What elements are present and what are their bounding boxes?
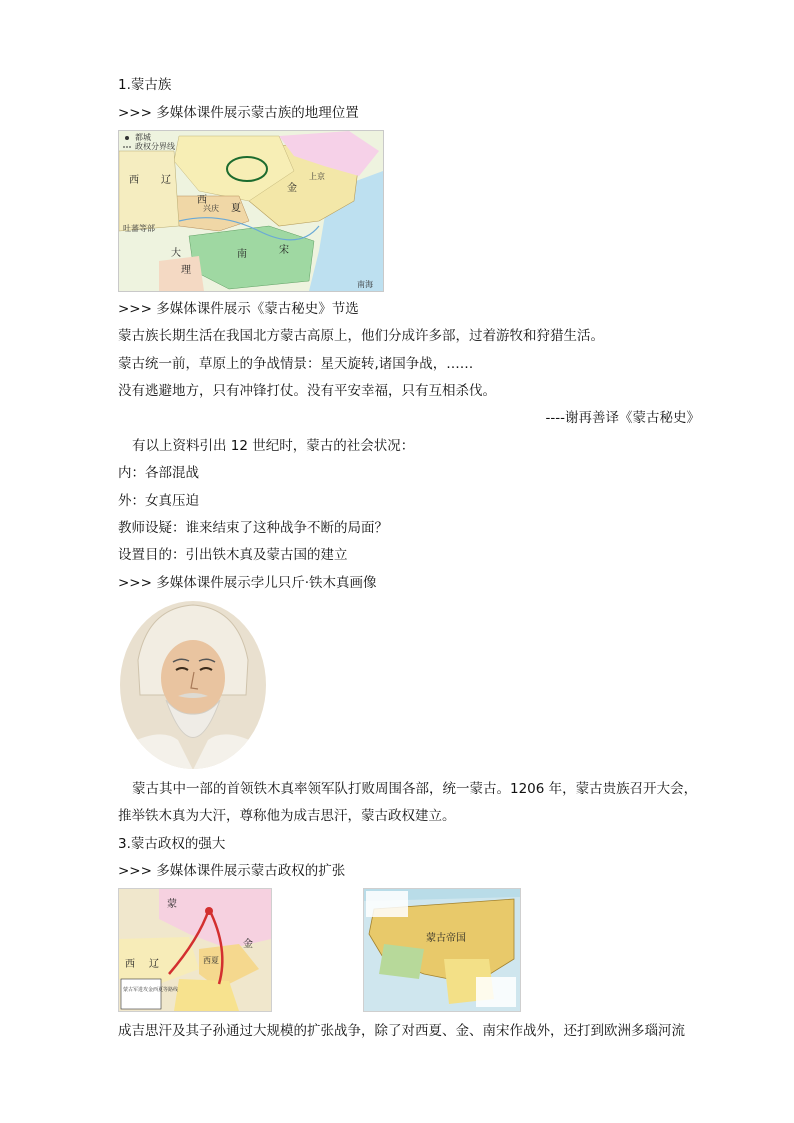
map2-label-meng: 蒙 [167, 899, 177, 910]
paragraph-war-scene: 蒙古统一前，草原上的争战情景：星天旋转,诸国争战，…… [118, 356, 474, 372]
map-mongol-empire-svg [364, 889, 520, 1011]
map-mongol-campaigns-svg [119, 889, 271, 1011]
map1-label-xixia-xia: 夏 [231, 203, 241, 214]
map3-label-empire: 蒙古帝国 [426, 933, 466, 944]
map1-label-jin: 金 [287, 183, 297, 194]
map1-legend-capital: 都城 [135, 133, 151, 142]
map-mongol-location [118, 130, 384, 292]
portrait-temujin [118, 600, 268, 770]
media-caption-location: >>> 多媒体课件展示蒙古族的地理位置 [118, 105, 359, 121]
map2-legend: 蒙古军进攻金西夏等路线 [123, 987, 179, 993]
paragraph-teacher-question: 教师设疑：谁来结束了这种战争不断的局面？ [118, 520, 388, 536]
citation-secret-history: ----谢再善译《蒙古秘史》 [545, 410, 700, 426]
map1-label-tubo: 吐蕃等部 [123, 224, 155, 233]
paragraph-external: 外：女真压迫 [118, 493, 199, 509]
map1-label-song-song: 宋 [279, 245, 289, 256]
map1-label-xixia-xi: 西 [197, 195, 207, 206]
map1-label-xi: 西 [129, 175, 139, 186]
section-title-mongol-power: 3.蒙古政权的强大 [118, 836, 226, 852]
map1-label-li: 理 [181, 265, 191, 276]
map2-label-jin: 金 [243, 939, 253, 950]
paragraph-no-peace: 没有逃避地方，只有冲锋打仗。没有平安幸福，只有互相杀伐。 [118, 383, 496, 399]
paragraph-expansion-wars: 成吉思汗及其子孙通过大规模的扩张战争，除了对西夏、金、南宋作战外，还打到欧洲多瑙河流 [118, 1023, 685, 1039]
map1-label-xingqing: 兴庆 [203, 204, 219, 213]
media-caption-portrait: >>> 多媒体课件展示孛儿只斤·铁木真画像 [118, 575, 377, 591]
map1-legend-border: 政权分界线 [135, 142, 175, 151]
paragraph-genghis-khan: 推举铁木真为大汗，尊称他为成吉思汗，蒙古政权建立。 [118, 808, 456, 824]
paragraph-purpose: 设置目的：引出铁木真及蒙古国的建立 [118, 547, 348, 563]
map1-label-shangjing: 上京 [309, 172, 325, 181]
portrait-temujin-svg [118, 600, 268, 770]
map-mongol-empire [363, 888, 521, 1012]
map1-label-song-nan: 南 [237, 249, 247, 260]
paragraph-12th-century: 有以上资料引出 12 世纪时，蒙古的社会状况： [132, 438, 415, 454]
paragraph-nomadic-life: 蒙古族长期生活在我国北方蒙古高原上，他们分成许多部，过着游牧和狩猎生活。 [118, 328, 604, 344]
map-mongol-campaigns [118, 888, 272, 1012]
map2-label-xiliao-liao: 辽 [149, 959, 159, 970]
map-mongol-location-svg [119, 131, 383, 291]
paragraph-internal: 内：各部混战 [118, 465, 199, 481]
map1-label-da: 大 [171, 248, 181, 259]
paragraph-unify-mongol: 蒙古其中一部的首领铁木真率领军队打败周围各部，统一蒙古。1206 年，蒙古贵族召开大会， [132, 781, 698, 797]
map1-label-nanhai: 南海 [357, 280, 373, 289]
media-caption-expansion: >>> 多媒体课件展示蒙古政权的扩张 [118, 863, 346, 879]
map1-label-liao: 辽 [161, 175, 171, 186]
map2-label-xixia: 西夏 [203, 956, 219, 965]
media-caption-secret-history: >>> 多媒体课件展示《蒙古秘史》节选 [118, 301, 359, 317]
map2-label-xiliao-xi: 西 [125, 959, 135, 970]
section-title-mongol-people: 1.蒙古族 [118, 77, 172, 93]
